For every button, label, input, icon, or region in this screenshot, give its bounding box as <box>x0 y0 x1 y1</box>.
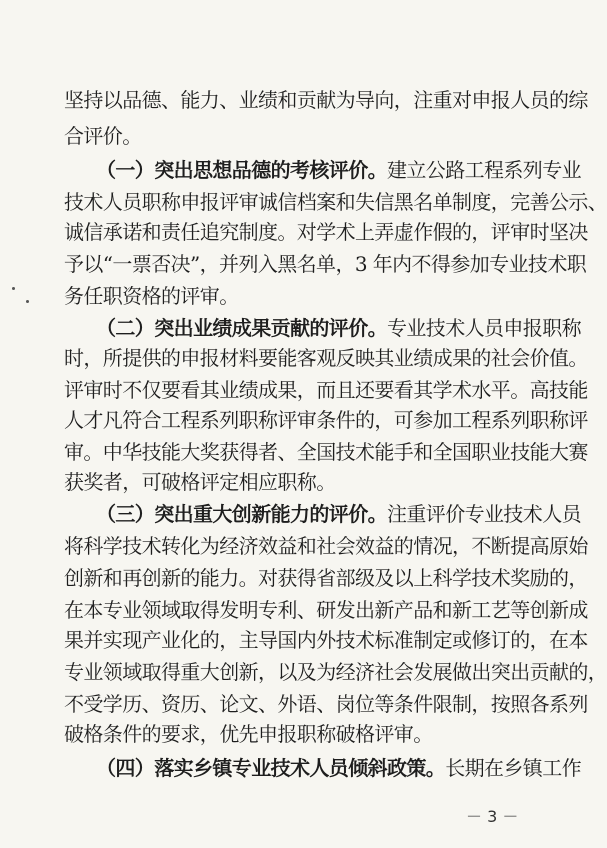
text-line <box>64 660 607 684</box>
line-text: 技术人员职称申报评审诚信档案和失信黑名单制度，完善公示、 <box>64 190 607 214</box>
text-line <box>64 722 534 746</box>
line-text: 诚信承诺和责任追究制度。对学术上弄虚作假的，评审时坚决 <box>64 220 588 244</box>
text-line <box>64 756 582 780</box>
text-line <box>64 88 588 112</box>
text-line <box>64 378 588 402</box>
line-text: 时，所提供的申报材料要能客观反映其业绩成果的社会价值。 <box>64 346 588 370</box>
text-line <box>64 190 607 214</box>
section-heading: （三）突出重大创新能力的评价。 <box>96 502 387 526</box>
text-line <box>64 692 588 716</box>
line-text: 长期在乡镇工作 <box>445 756 582 780</box>
text-line <box>64 316 581 340</box>
text-line <box>64 220 588 244</box>
line-text: 不受学历、资历、论文、外语、岗位等条件限制，按照各系列 <box>64 692 588 716</box>
section-heading: （二）突出业绩成果贡献的评价。 <box>96 316 387 340</box>
text-line <box>64 470 534 494</box>
line-text: 注重评价专业技术人员 <box>387 502 581 526</box>
text-line <box>64 158 581 182</box>
text-line <box>64 502 581 526</box>
line-text: 创新和再创新的能力。对获得省部级及以上科学技术奖励的， <box>64 566 588 590</box>
scan-speck <box>12 287 15 290</box>
text-line <box>64 440 588 464</box>
line-text: 专业技术人员申报职称 <box>387 316 581 340</box>
text-line <box>64 252 587 276</box>
section-heading: （一）突出思想品德的考核评价。 <box>96 158 387 182</box>
line-text: 将科学技术转化为经济效益和社会效益的情况，不断提高原始 <box>64 534 588 558</box>
section-heading: （四）落实乡镇专业技术人员倾斜政策。 <box>96 756 446 780</box>
text-line <box>64 628 588 652</box>
line-text: 破格条件的要求，优先申报职称破格评审。 <box>64 722 433 746</box>
line-text: 专业领域取得重大创新，以及为经济社会发展做出突出贡献的， <box>64 660 607 684</box>
text-line <box>64 346 588 370</box>
text-line <box>64 534 588 558</box>
line-text: 务任职资格的评审。 <box>64 284 239 308</box>
scan-speck <box>26 300 29 303</box>
page-number: － 3 － <box>466 807 519 826</box>
text-line <box>64 124 534 148</box>
line-text: 合评价。 <box>64 124 142 148</box>
line-text: 建立公路工程系列专业 <box>387 158 581 182</box>
line-text: 予以“一票否决”，并列入黑名单，3 年内不得参加专业技术职 <box>64 252 587 276</box>
text-line <box>64 408 588 432</box>
line-text: 审。中华技能大奖获得者、全国技术能手和全国职业技能大赛 <box>64 440 588 464</box>
line-text: 评审时不仅要看其业绩成果，而且还要看其学术水平。高技能 <box>64 378 588 402</box>
line-text: 在本专业领域取得发明专利、研发出新产品和新工艺等创新成 <box>64 598 588 622</box>
line-text: 果并实现产业化的，主导国内外技术标准制定或修订的，在本 <box>64 628 588 652</box>
text-line <box>64 566 588 590</box>
line-text: 坚持以品德、能力、业绩和贡献为导向，注重对申报人员的综 <box>64 88 588 112</box>
text-line <box>64 284 534 308</box>
line-text: 获奖者，可破格评定相应职称。 <box>64 470 336 494</box>
text-line <box>64 598 588 622</box>
line-text: 人才凡符合工程系列职称评审条件的，可参加工程系列职称评 <box>64 408 588 432</box>
